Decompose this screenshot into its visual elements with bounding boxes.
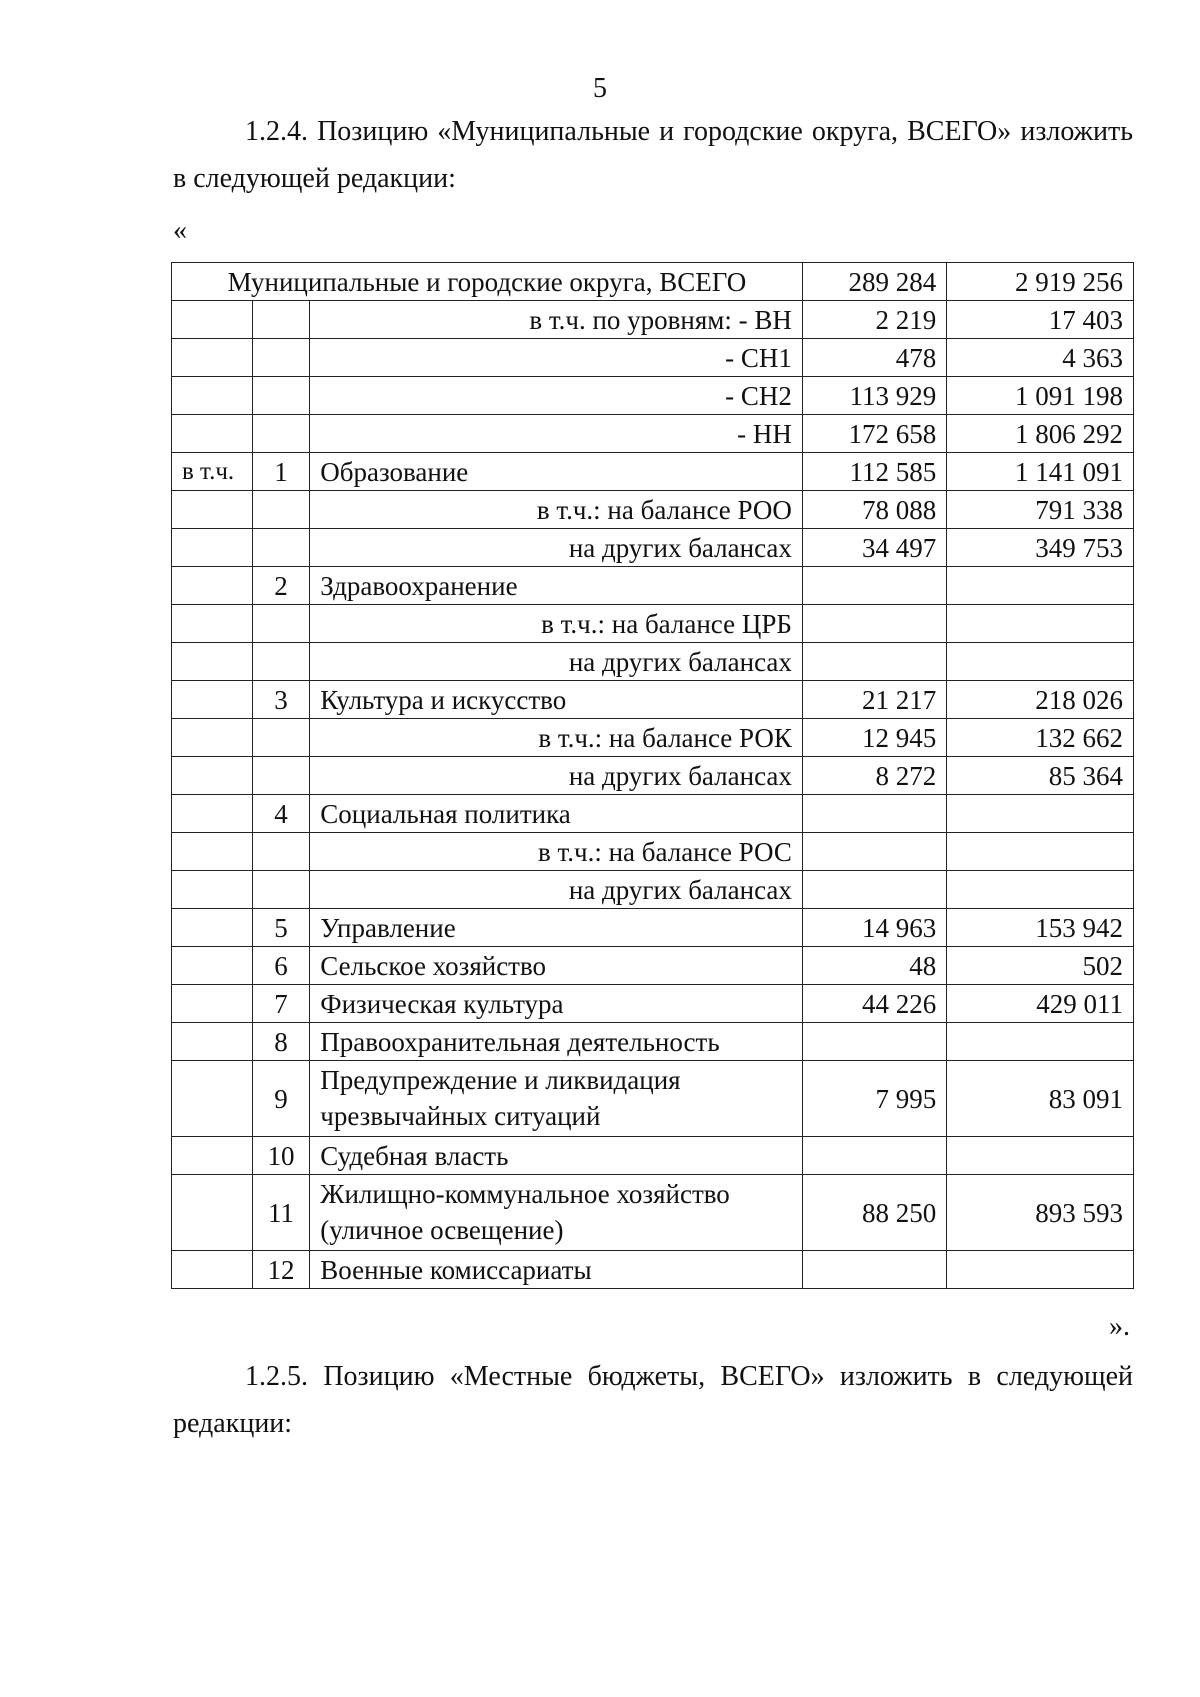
row-label: Военные комиссариаты xyxy=(310,1251,803,1289)
row-label: на других балансах xyxy=(310,643,803,681)
row-number xyxy=(252,301,310,339)
value-1: 112 585 xyxy=(802,453,946,491)
table-row xyxy=(172,453,1134,491)
paragraph-number: 1.2.4. xyxy=(245,116,308,147)
row-label: Правоохранительная деятельность xyxy=(310,1023,803,1061)
value-2 xyxy=(947,871,1134,909)
value-2 xyxy=(947,643,1134,681)
value-1: 44 226 xyxy=(802,985,946,1023)
table-row-level xyxy=(172,339,1134,377)
row-number: 6 xyxy=(252,947,310,985)
row-label: Культура и искусство xyxy=(310,681,803,719)
row-label: на других балансах xyxy=(310,529,803,567)
row-number xyxy=(252,871,310,909)
value-1: 113 929 xyxy=(802,377,946,415)
row-number: 8 xyxy=(252,1023,310,1061)
total-value-1: 289 284 xyxy=(802,263,946,301)
group-cell xyxy=(172,643,253,681)
budget-table xyxy=(171,262,1134,1289)
row-label: Предупреждение и ликвидация чрезвычайных ситуаций xyxy=(310,1061,803,1137)
value-2 xyxy=(947,1137,1134,1175)
row-number: 3 xyxy=(252,681,310,719)
value-2: 1 091 198 xyxy=(947,377,1134,415)
quote-open: « xyxy=(173,215,187,246)
value-1: 172 658 xyxy=(802,415,946,453)
value-2: 85 364 xyxy=(947,757,1134,795)
paragraph-1-2-5 xyxy=(173,1353,1133,1447)
row-label: на других балансах xyxy=(310,757,803,795)
page-number: 5 xyxy=(593,73,607,104)
row-number xyxy=(252,529,310,567)
value-2: 153 942 xyxy=(947,909,1134,947)
group-cell xyxy=(172,339,253,377)
row-label: в т.ч.: на балансе ЦРБ xyxy=(310,605,803,643)
value-2: 893 593 xyxy=(947,1175,1134,1251)
group-cell xyxy=(172,605,253,643)
value-1 xyxy=(802,567,946,605)
value-1: 2 219 xyxy=(802,301,946,339)
row-label: Социальная политика xyxy=(310,795,803,833)
group-cell xyxy=(172,1175,253,1251)
value-1: 12 945 xyxy=(802,719,946,757)
table-row xyxy=(172,757,1134,795)
level-label: - СН2 xyxy=(310,377,803,415)
group-cell xyxy=(172,985,253,1023)
group-cell xyxy=(172,415,253,453)
group-cell xyxy=(172,1251,253,1289)
value-1 xyxy=(802,643,946,681)
table-row-total xyxy=(172,263,1134,301)
paragraph-text: Позицию «Муниципальные и городские округа, ВСЕГО» изложить в следующей редакции: xyxy=(173,116,1134,194)
table-row xyxy=(172,1137,1134,1175)
value-1 xyxy=(802,871,946,909)
paragraph-1-2-4 xyxy=(173,108,1133,202)
row-label: в т.ч.: на балансе РОС xyxy=(310,833,803,871)
total-label: Муниципальные и городские округа, ВСЕГО xyxy=(172,263,803,301)
group-cell: в т.ч. xyxy=(172,453,253,491)
row-label: в т.ч.: на балансе РОО xyxy=(310,491,803,529)
value-2: 1 806 292 xyxy=(947,415,1134,453)
value-1 xyxy=(802,605,946,643)
group-cell xyxy=(172,377,253,415)
value-2 xyxy=(947,1023,1134,1061)
table-row xyxy=(172,795,1134,833)
paragraph-number: 1.2.5. xyxy=(245,1361,308,1392)
table-row xyxy=(172,871,1134,909)
value-2: 502 xyxy=(947,947,1134,985)
value-2: 4 363 xyxy=(947,339,1134,377)
value-2 xyxy=(947,567,1134,605)
table-row xyxy=(172,1023,1134,1061)
value-1 xyxy=(802,795,946,833)
row-label: в т.ч.: на балансе РОК xyxy=(310,719,803,757)
level-label: - СН1 xyxy=(310,339,803,377)
row-number xyxy=(252,643,310,681)
value-2 xyxy=(947,833,1134,871)
paragraph-text: Позицию «Местные бюджеты, ВСЕГО» изложить в следующей редакции: xyxy=(173,1361,1134,1439)
group-cell xyxy=(172,1061,253,1137)
table-row xyxy=(172,985,1134,1023)
table-row xyxy=(172,909,1134,947)
group-cell xyxy=(172,1137,253,1175)
group-cell xyxy=(172,795,253,833)
group-cell xyxy=(172,947,253,985)
value-1: 14 963 xyxy=(802,909,946,947)
row-number xyxy=(252,757,310,795)
value-2: 791 338 xyxy=(947,491,1134,529)
value-2: 429 011 xyxy=(947,985,1134,1023)
table-row-level xyxy=(172,415,1134,453)
value-2: 349 753 xyxy=(947,529,1134,567)
row-label: Судебная власть xyxy=(310,1137,803,1175)
group-cell xyxy=(172,871,253,909)
group-cell xyxy=(172,529,253,567)
value-2: 83 091 xyxy=(947,1061,1134,1137)
value-2 xyxy=(947,1251,1134,1289)
value-2 xyxy=(947,795,1134,833)
quote-close: ». xyxy=(1109,1311,1130,1342)
row-label: Сельское хозяйство xyxy=(310,947,803,985)
value-1 xyxy=(802,1023,946,1061)
value-2: 132 662 xyxy=(947,719,1134,757)
value-2: 1 141 091 xyxy=(947,453,1134,491)
group-cell xyxy=(172,757,253,795)
table-row xyxy=(172,567,1134,605)
value-1: 7 995 xyxy=(802,1061,946,1137)
value-1: 48 xyxy=(802,947,946,985)
value-1: 478 xyxy=(802,339,946,377)
group-cell xyxy=(172,833,253,871)
table-row-level xyxy=(172,377,1134,415)
row-number: 9 xyxy=(252,1061,310,1137)
row-number xyxy=(252,719,310,757)
group-cell xyxy=(172,301,253,339)
row-number: 10 xyxy=(252,1137,310,1175)
row-number xyxy=(252,339,310,377)
table-row xyxy=(172,529,1134,567)
table-row xyxy=(172,605,1134,643)
value-1 xyxy=(802,1137,946,1175)
group-cell xyxy=(172,719,253,757)
row-number xyxy=(252,415,310,453)
row-number xyxy=(252,833,310,871)
table-row xyxy=(172,1251,1134,1289)
table-row xyxy=(172,643,1134,681)
table-row xyxy=(172,719,1134,757)
row-number: 12 xyxy=(252,1251,310,1289)
row-label: Жилищно-коммунальное хозяйство (уличное освещение) xyxy=(310,1175,803,1251)
row-label: на других балансах xyxy=(310,871,803,909)
group-cell xyxy=(172,681,253,719)
group-cell xyxy=(172,567,253,605)
table-row-level xyxy=(172,301,1134,339)
row-number: 1 xyxy=(252,453,310,491)
value-1: 88 250 xyxy=(802,1175,946,1251)
row-label: Физическая культура xyxy=(310,985,803,1023)
value-1 xyxy=(802,1251,946,1289)
table-row xyxy=(172,833,1134,871)
level-label: - НН xyxy=(310,415,803,453)
row-number: 11 xyxy=(252,1175,310,1251)
table-row xyxy=(172,681,1134,719)
group-cell xyxy=(172,1023,253,1061)
row-number xyxy=(252,605,310,643)
row-label: Управление xyxy=(310,909,803,947)
table-row xyxy=(172,1061,1134,1137)
row-number xyxy=(252,377,310,415)
value-1: 34 497 xyxy=(802,529,946,567)
row-number xyxy=(252,491,310,529)
table-row xyxy=(172,491,1134,529)
value-1: 78 088 xyxy=(802,491,946,529)
row-label: Образование xyxy=(310,453,803,491)
total-value-2: 2 919 256 xyxy=(947,263,1134,301)
value-2: 218 026 xyxy=(947,681,1134,719)
row-number: 7 xyxy=(252,985,310,1023)
value-1: 21 217 xyxy=(802,681,946,719)
value-1: 8 272 xyxy=(802,757,946,795)
row-number: 4 xyxy=(252,795,310,833)
level-label: в т.ч. по уровням: - ВН xyxy=(310,301,803,339)
value-2 xyxy=(947,605,1134,643)
row-number: 5 xyxy=(252,909,310,947)
row-number: 2 xyxy=(252,567,310,605)
group-cell xyxy=(172,491,253,529)
value-2: 17 403 xyxy=(947,301,1134,339)
table-row xyxy=(172,1175,1134,1251)
value-1 xyxy=(802,833,946,871)
row-label: Здравоохранение xyxy=(310,567,803,605)
table-row xyxy=(172,947,1134,985)
group-cell xyxy=(172,909,253,947)
